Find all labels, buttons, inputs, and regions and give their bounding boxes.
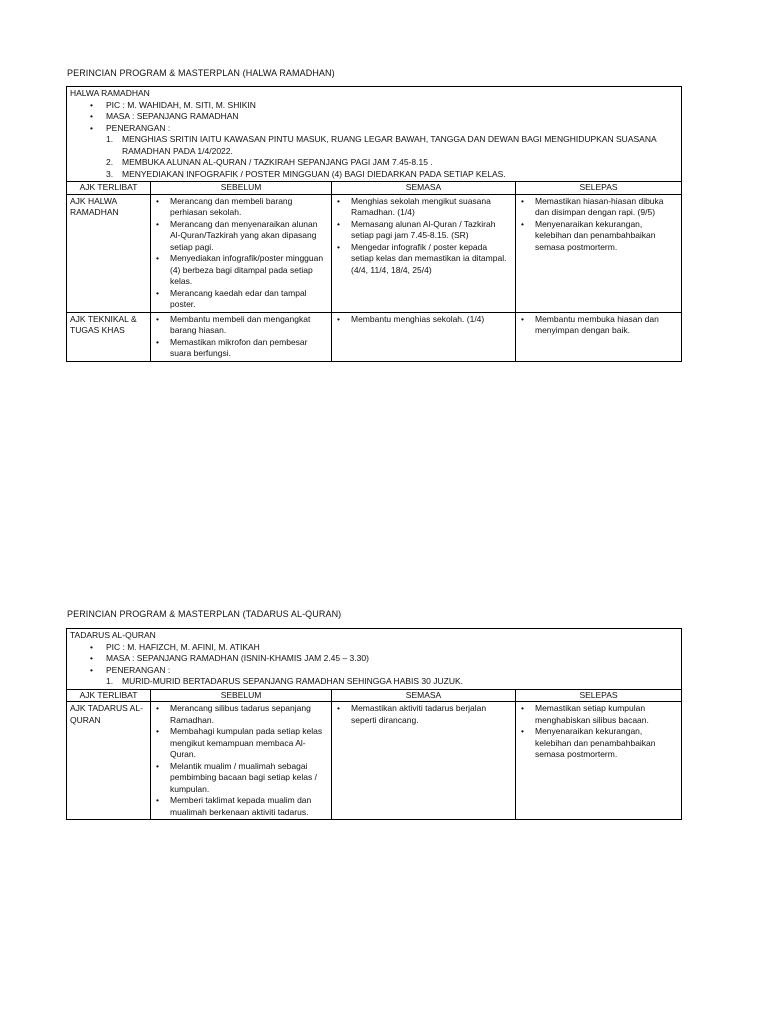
- step-number: 2.: [106, 157, 114, 167]
- list-item: • Melantik mualim / mualimah sebagai pembimbing bacaan bagi setiap kelas / kumpulan.: [154, 761, 328, 796]
- program-info-cell: [67, 629, 682, 690]
- selepas-cell: [516, 312, 682, 361]
- list-item: • Menyediakan infografik/poster mingguan (4) berbeza bagi ditampal pada setiap kelas.: [154, 253, 328, 288]
- header-selepas: SELEPAS: [516, 182, 682, 195]
- sebelum-cell: [151, 312, 332, 361]
- role-cell: AJK TEKNIKAL & TUGAS KHAS: [67, 312, 151, 361]
- list-item: • Memberi taklimat kepada mualim dan mualimah berkenaan aktiviti tadarus.: [154, 795, 328, 818]
- list-item: • Menghias sekolah mengikut suasana Ramadhan. (1/4): [335, 196, 512, 219]
- step-text: MENYEDIAKAN INFOGRAFIK / POSTER MINGGUAN (4) BAGI DIEDARKAN PADA SETIAP KELAS.: [122, 168, 506, 179]
- list-item: • Merancang silibus tadarus sepanjang Ramadhan.: [154, 703, 328, 726]
- selepas-list: [519, 314, 678, 337]
- header-sebelum: SEBELUM: [151, 689, 332, 702]
- masterplan-table-tadarus: [66, 628, 682, 820]
- masa-item: • MASA : SEPANJANG RAMADHAN (ISNIN-KHAMIS JAM 2.45 – 3.30): [90, 653, 678, 665]
- selepas-list: [519, 703, 678, 761]
- table-row: [67, 194, 682, 312]
- sebelum-list: [154, 314, 328, 360]
- list-item: • Membahagi kumpulan pada setiap kelas mengikut kemampuan membaca Al-Quran.: [154, 726, 328, 761]
- semasa-cell: [332, 702, 516, 820]
- penerangan-steps: [70, 134, 678, 180]
- semasa-cell: [332, 312, 516, 361]
- list-item: • Memastikan hiasan-hiasan dibuka dan disimpan dengan rapi. (9/5): [519, 196, 678, 219]
- list-item: • Merancang kaedah edar dan tampal poster.: [154, 288, 328, 311]
- step-number: 3.: [106, 168, 114, 179]
- list-item: • Mengedar infografik / poster kepada setiap kelas dan memastikan ia ditampal. (4/4, 11/4, 18/4, 25/4): [335, 242, 512, 277]
- semasa-list: [335, 314, 512, 326]
- sebelum-list: [154, 196, 328, 311]
- step-item: [106, 134, 678, 157]
- header-semasa: SEMASA: [332, 689, 516, 702]
- penerangan-steps: [70, 676, 678, 688]
- list-item: • Merancang dan membeli barang perhiasan sekolah.: [154, 196, 328, 219]
- role-cell: AJK HALWA RAMADHAN: [67, 194, 151, 312]
- sebelum-cell: [151, 194, 332, 312]
- list-item: • Menyenaraikan kekurangan, kelebihan dan penambahbaikan semasa postmorterm.: [519, 219, 678, 254]
- list-item: • Merancang dan menyenaraikan alunan Al-Quran/Tazkirah yang akan dipasang setiap pagi.: [154, 219, 328, 254]
- step-text: MEMBUKA ALUNAN AL-QURAN / TAZKIRAH SEPANJANG PAGI JAM 7.45-8.15 .: [122, 157, 433, 167]
- penerangan-item: • PENERANGAN :: [90, 665, 678, 677]
- sebelum-cell: [151, 702, 332, 820]
- header-sebelum: SEBELUM: [151, 182, 332, 195]
- pic-item: • PIC : M. WAHIDAH, M. SITI, M. SHIKIN: [90, 100, 678, 112]
- selepas-cell: [516, 702, 682, 820]
- list-item: • Menyenaraikan kekurangan, kelebihan dan penambahbaikan semasa postmorterm.: [519, 726, 678, 761]
- section-title-tadarus: PERINCIAN PROGRAM & MASTERPLAN (TADARUS AL-QURAN): [67, 609, 342, 619]
- step-text: MENGHIAS SRITIN IAITU KAWASAN PINTU MASUK, RUANG LEGAR BAWAH, TANGGA DAN DEWAN BAGI MENGHIDUPKAN SUASANA RAMADHAN PADA 1/4/2022.: [122, 134, 657, 156]
- table-row: [67, 702, 682, 820]
- list-item: • Memastikan setiap kumpulan menghabiskan silibus bacaan.: [519, 703, 678, 726]
- header-row: [67, 182, 682, 195]
- penerangan-item: • PENERANGAN :: [90, 123, 678, 135]
- step-number: 1.: [106, 676, 114, 686]
- step-number: 1.: [106, 134, 114, 144]
- header-row: [67, 689, 682, 702]
- role-cell: AJK TADARUS AL-QURAN: [67, 702, 151, 820]
- list-item: • Membantu membeli dan mengangkat barang hiasan.: [154, 314, 328, 337]
- list-item: • Membantu membuka hiasan dan menyimpan dengan baik.: [519, 314, 678, 337]
- selepas-list: [519, 196, 678, 254]
- list-item: • Membantu menghias sekolah. (1/4): [335, 314, 512, 326]
- step-item: [106, 676, 678, 688]
- list-item: • Memastikan mikrofon dan pembesar suara berfungsi.: [154, 337, 328, 360]
- list-item: • Memasang alunan Al-Quran / Tazkirah setiap pagi jam 7.45-8.15. (SR): [335, 219, 512, 242]
- pic-item: • PIC : M. HAFIZCH, M. AFINI, M. ATIKAH: [90, 642, 678, 654]
- sebelum-list: [154, 703, 328, 818]
- program-name: HALWA RAMADHAN: [70, 88, 150, 98]
- header-selepas: SELEPAS: [516, 689, 682, 702]
- header-semasa: SEMASA: [332, 182, 516, 195]
- header-ajk-terlibat: AJK TERLIBAT: [67, 182, 151, 195]
- header-ajk-terlibat: AJK TERLIBAT: [67, 689, 151, 702]
- section-title-halwa: PERINCIAN PROGRAM & MASTERPLAN (HALWA RAMADHAN): [67, 68, 335, 78]
- step-item: [106, 157, 678, 169]
- list-item: • Memastikan aktiviti tadarus berjalan seperti dirancang.: [335, 703, 512, 726]
- step-item: [106, 169, 678, 181]
- masterplan-table-halwa: [66, 86, 682, 362]
- step-text: MURID-MURID BERTADARUS SEPANJANG RAMADHAN SEHINGGA HABIS 30 JUZUK.: [122, 676, 463, 686]
- semasa-list: [335, 703, 512, 726]
- semasa-list: [335, 196, 512, 277]
- program-name: TADARUS AL-QURAN: [70, 630, 156, 640]
- selepas-cell: [516, 194, 682, 312]
- program-info-list: [70, 100, 678, 135]
- program-info-row: [67, 629, 682, 690]
- table-row: [67, 312, 682, 361]
- program-info-cell: [67, 87, 682, 182]
- program-info-row: [67, 87, 682, 182]
- program-info-list: [70, 642, 678, 677]
- semasa-cell: [332, 194, 516, 312]
- masa-item: • MASA : SEPANJANG RAMADHAN: [90, 111, 678, 123]
